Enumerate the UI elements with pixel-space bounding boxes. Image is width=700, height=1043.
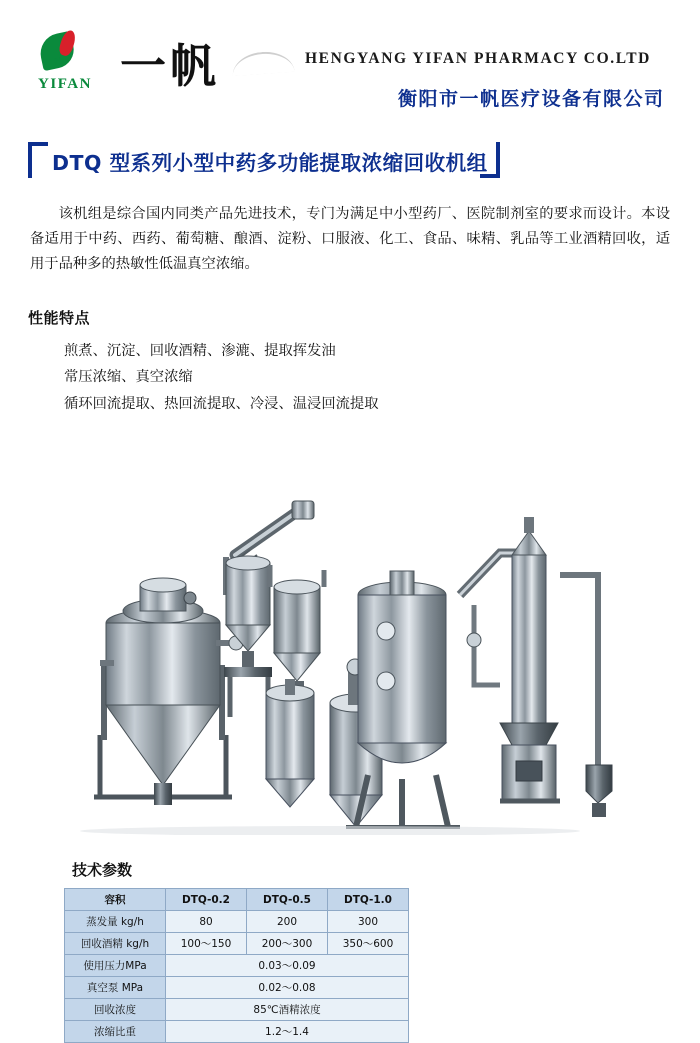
logo-wordmark: YIFAN (38, 76, 92, 92)
table-row (65, 955, 409, 977)
table-cell: 200～300 (247, 933, 328, 955)
table-col-header: 容积 (65, 889, 166, 911)
page-title: DTQ 型系列小型中药多功能提取浓缩回收机组 (52, 151, 488, 175)
table-row (65, 911, 409, 933)
table-col-header: DTQ-1.0 (328, 889, 409, 911)
table-row (65, 977, 409, 999)
table-header-row (65, 889, 409, 911)
filter-column-left-group (266, 679, 314, 807)
table-row-label: 真空泵 MPa (65, 977, 166, 999)
table-col-header: DTQ-0.2 (166, 889, 247, 911)
table-cell: 350～600 (328, 933, 409, 955)
table-row (65, 999, 409, 1021)
table-cell: 300 (328, 911, 409, 933)
table-row-label: 回收浓度 (65, 999, 166, 1021)
table-row-label: 蒸发量 kg/h (65, 911, 166, 933)
small-receiver-tank-group (270, 565, 324, 695)
table-cell: 100～150 (166, 933, 247, 955)
table-row-label: 使用压力MPa (65, 955, 166, 977)
table-row-label: 浓缩比重 (65, 1021, 166, 1043)
company-name-cn: 衡阳市一帆医疗设备有限公司 (398, 88, 665, 110)
concentrator-tank-group (346, 571, 460, 827)
page-header (0, 0, 700, 112)
feature-line: 煎煮、沉淀、回收酒精、渗漉、提取挥发油 (64, 343, 336, 360)
table-cell: 0.02～0.08 (166, 977, 409, 999)
company-name-en: HENGYANG YIFAN PHARMACY CO.LTD (305, 50, 651, 67)
features-list (64, 338, 700, 417)
bracket-left-decoration (28, 142, 48, 178)
table-cell: 85℃酒精浓度 (166, 999, 409, 1021)
spec-table (64, 888, 409, 1043)
brand-name-cn: 一帆 (120, 39, 220, 93)
leaf-logo-icon (34, 30, 96, 74)
extractor-tank-group (94, 578, 243, 805)
table-cell: 0.03～0.09 (166, 955, 409, 977)
table-cell: 1.2～1.4 (166, 1021, 409, 1043)
table-cell: 200 (247, 911, 328, 933)
oil-separator-group (224, 556, 272, 717)
features-heading: 性能特点 (28, 309, 91, 328)
spec-table-heading: 技术参数 (72, 861, 133, 880)
feature-line: 常压浓缩、真空浓缩 (64, 369, 193, 386)
table-row-label: 回收酒精 kg/h (65, 933, 166, 955)
equipment-illustration (30, 435, 670, 835)
company-logo (22, 30, 108, 93)
intro-paragraph: 该机组是综合国内同类产品先进技术，专门为满足中小型药厂、医院制剂室的要求而设计。本设备适用于中药、西药、葡萄糖、酿酒、淀粉、口服液、化工、食品、味精、乳品等工业酒精回收，适用于品种多的热敏性低温真空浓缩。 (30, 206, 670, 273)
table-row (65, 933, 409, 955)
brand-swoosh-decoration (231, 50, 294, 76)
table-row (65, 1021, 409, 1043)
product-title-bar (28, 142, 700, 184)
table-cell: 80 (166, 911, 247, 933)
feature-line: 循环回流提取、热回流提取、冷浸、温浸回流提取 (64, 395, 379, 412)
product-photo (30, 435, 670, 835)
logo-cn-mark: 一帆 (44, 57, 62, 66)
table-col-header: DTQ-0.5 (247, 889, 328, 911)
